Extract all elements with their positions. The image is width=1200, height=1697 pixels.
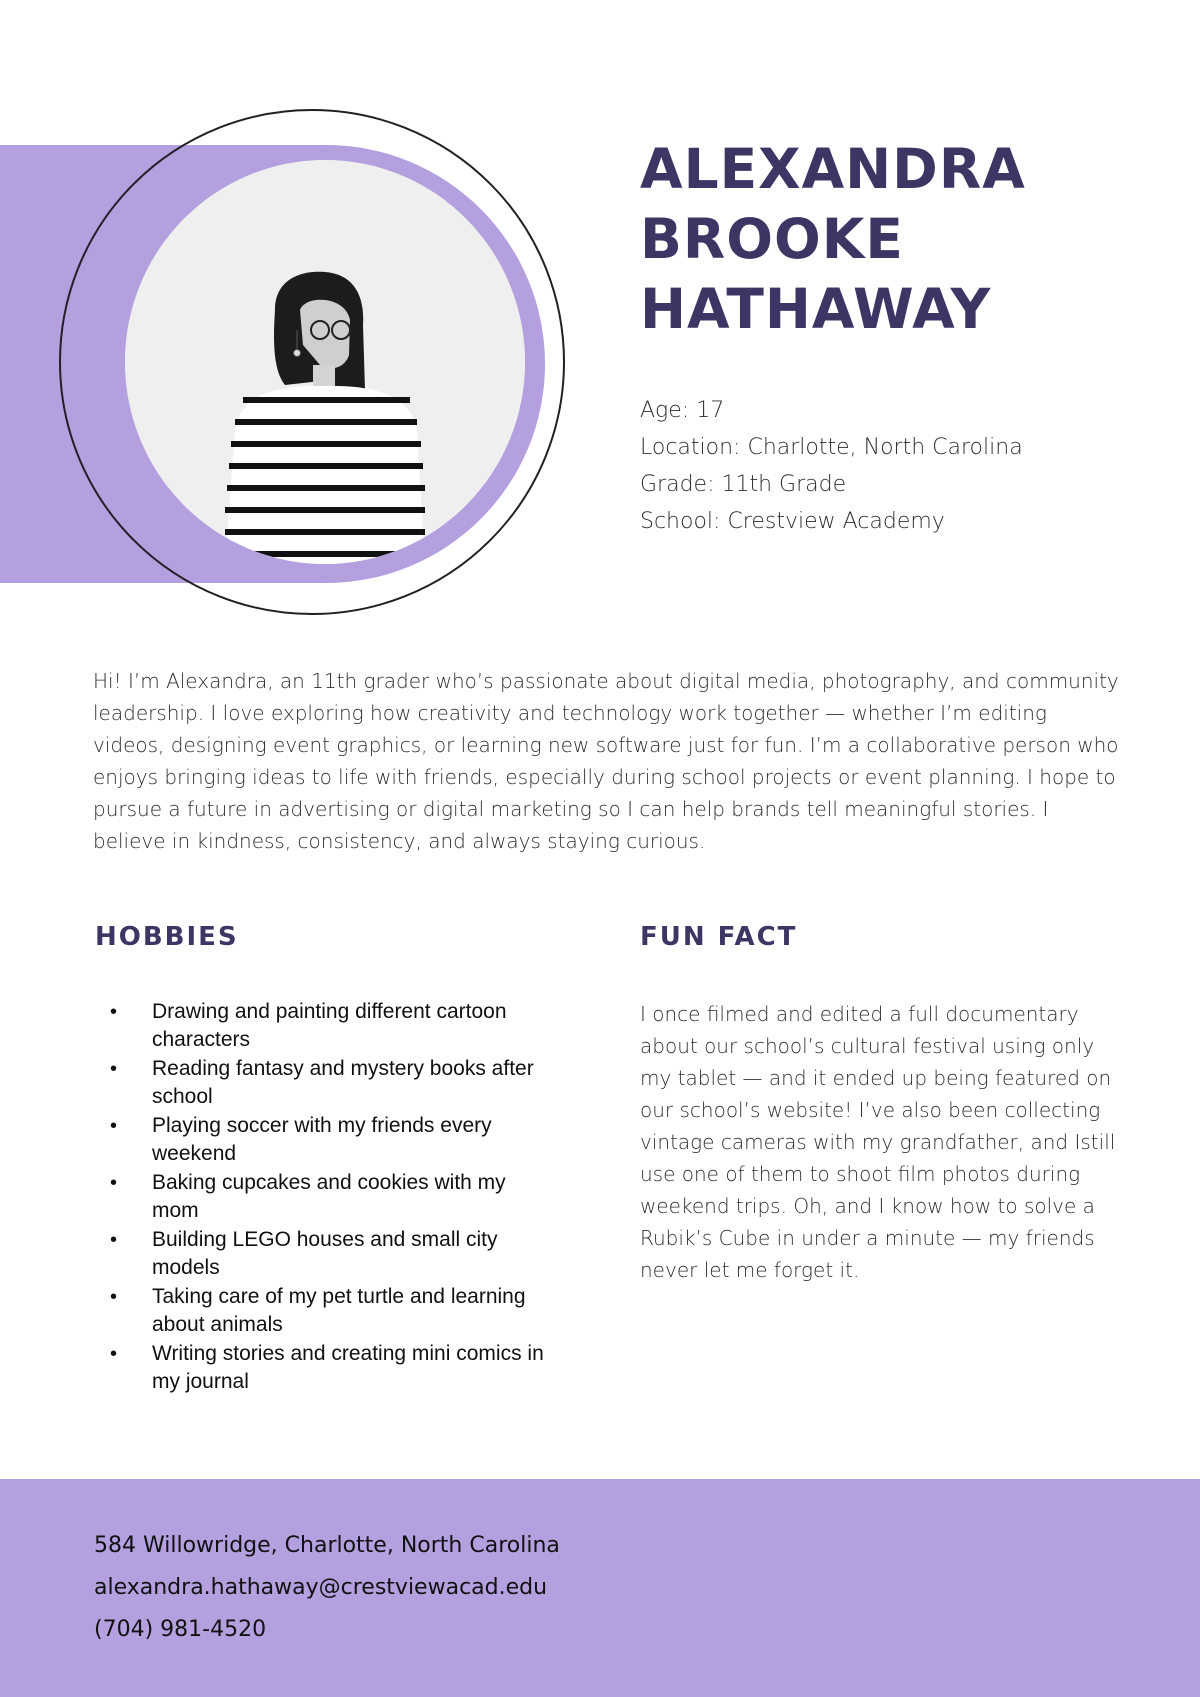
name-first: ALEXANDRA: [640, 137, 1026, 201]
hobby-text: Building LEGO houses and small city models: [152, 1228, 498, 1279]
footer-address: 584 Willowridge, Charlotte, North Carolina: [94, 1533, 560, 1558]
hobby-text: Baking cupcakes and cookies with my mom: [152, 1171, 506, 1222]
student-info: [640, 392, 1160, 540]
hobbies-list: [100, 998, 550, 1397]
footer-email[interactable]: alexandra.hathaway@crestviewacad.edu: [94, 1575, 548, 1600]
student-name: [640, 134, 1160, 344]
bullet-icon: •: [110, 1343, 118, 1365]
bullet-icon: •: [110, 1001, 118, 1023]
name-last: HATHAWAY: [640, 277, 992, 341]
list-item: [100, 1283, 550, 1339]
bullet-icon: •: [110, 1115, 118, 1137]
info-age: Age: 17: [640, 398, 725, 423]
bullet-icon: •: [110, 1058, 118, 1080]
hobby-text: Writing stories and creating mini comics in my journal: [152, 1342, 544, 1393]
info-location: Location: Charlotte, North Carolina: [640, 435, 1023, 460]
hobby-text: Taking care of my pet turtle and learning about animals: [152, 1285, 526, 1336]
bio-paragraph: Hi! I’m Alexandra, an 11th grader who’s passionate about digital media, photography, and community leadership. I love exploring how creativity and technology work together — whether I’m editing videos, designing event graphics, or learning new software just for fun. I’m a collaborative person who enjoys bringing ideas to life with friends, especially during school projects or event planning. I hope to pursue a future in advertising or digital marketing so I can help brands tell meaningful stories. I believe in kindness, consistency, and always staying curious.: [93, 669, 1119, 853]
list-item: [100, 1169, 550, 1225]
list-item: [100, 1340, 550, 1396]
list-item: [100, 1226, 550, 1282]
fun-fact-text: I once filmed and edited a full documentary about our school’s cultural festival using only my tablet — and it ended up being featured on our school’s website! I’ve also been collecting vintage cameras with my grandfather, and Istill use one of them to shoot film photos during weekend trips. Oh, and I know how to solve a Rubik’s Cube in under a minute — my friends never let me forget it.: [640, 1002, 1116, 1282]
hobby-text: Drawing and painting different cartoon characters: [152, 1000, 507, 1051]
info-school: School: Crestview Academy: [640, 509, 945, 534]
list-item: [100, 1112, 550, 1168]
footer-phone[interactable]: (704) 981-4520: [94, 1617, 267, 1642]
hobbies-heading: HOBBIES: [95, 922, 239, 952]
info-grade: Grade: 11th Grade: [640, 472, 847, 497]
hobby-text: Reading fantasy and mystery books after school: [152, 1057, 534, 1108]
fun-fact-heading: FUN FACT: [640, 922, 798, 952]
list-item: [100, 998, 550, 1054]
list-item: [100, 1055, 550, 1111]
bullet-icon: •: [110, 1286, 118, 1308]
bullet-icon: •: [110, 1172, 118, 1194]
name-middle: BROOKE: [640, 207, 904, 271]
decorative-outline-ring: [59, 109, 565, 615]
hobby-text: Playing soccer with my friends every weekend: [152, 1114, 492, 1165]
bullet-icon: •: [110, 1229, 118, 1251]
contact-footer: [0, 1479, 1200, 1697]
